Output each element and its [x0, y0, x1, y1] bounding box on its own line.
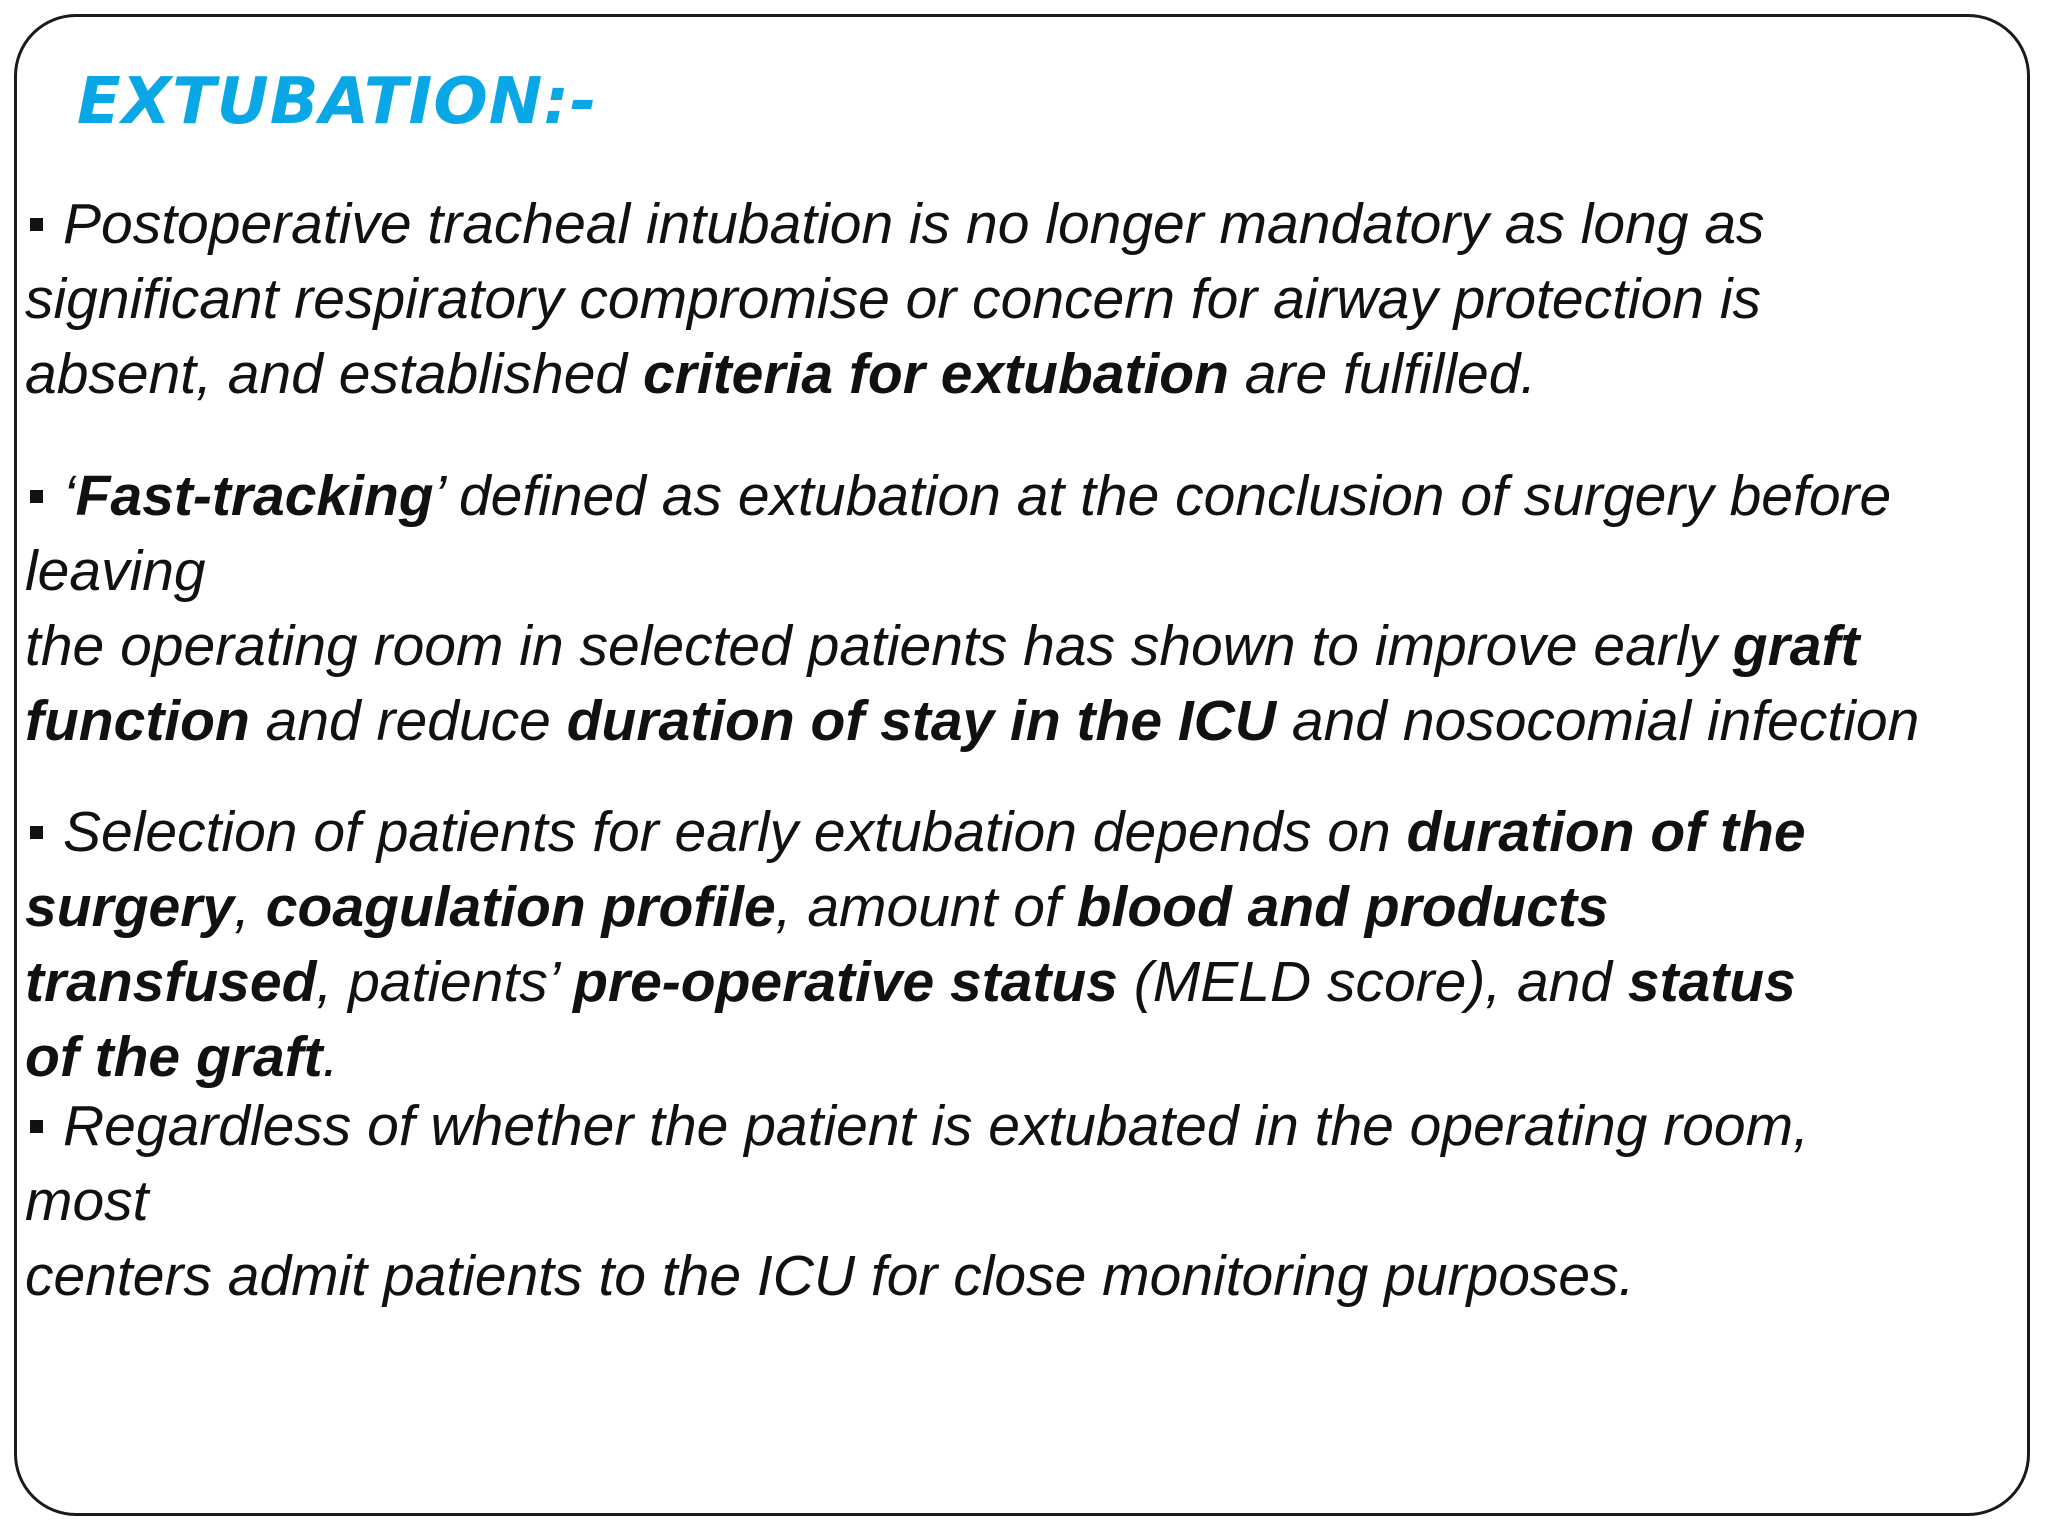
square-bullet-icon — [30, 490, 43, 503]
bold-term: status — [1627, 950, 1796, 1014]
text-line — [25, 870, 1806, 945]
bold-term: of the graft — [25, 1025, 323, 1089]
text-line — [25, 1020, 1806, 1095]
text-line: most — [25, 1169, 149, 1233]
text-span: are fulfilled. — [1228, 342, 1537, 406]
bold-term: duration of the — [1406, 800, 1806, 864]
text-line: significant respiratory compromise or concern for airway protection is — [25, 267, 1761, 331]
bold-term: coagulation profile — [265, 875, 776, 939]
text-span: , amount of — [775, 875, 1077, 939]
paragraph-fast-tracking — [25, 459, 1919, 759]
square-bullet-icon — [30, 1120, 43, 1133]
paragraph-postoperative-intubation — [25, 187, 1765, 412]
bold-term: graft — [1732, 614, 1860, 678]
bold-term: pre-operative status — [573, 950, 1118, 1014]
square-bullet-icon — [30, 218, 43, 231]
square-bullet-icon — [30, 826, 43, 839]
text-span: the operating room in selected patients has shown to improve early — [25, 614, 1733, 678]
bold-term: criteria for extubation — [642, 342, 1229, 406]
text-span: Regardless of whether the patient is extubated in the operating room, — [63, 1094, 1809, 1158]
text-span: , — [234, 875, 266, 939]
text-line — [25, 1089, 1809, 1164]
paragraph-patient-selection — [25, 795, 1806, 1095]
text-line — [25, 609, 1919, 684]
bold-term: blood and products — [1076, 875, 1609, 939]
text-span: (MELD score), and — [1117, 950, 1628, 1014]
slide-frame — [14, 14, 2030, 1516]
bold-term: transfused — [25, 950, 317, 1014]
text-line — [25, 945, 1806, 1020]
paragraph-icu-admission — [25, 1089, 1809, 1314]
text-line — [25, 337, 1765, 412]
bold-term: duration of stay in the ICU — [566, 689, 1277, 753]
text-span: ‘ — [63, 464, 76, 528]
text-span: Postoperative tracheal intubation is no longer mandatory as long as — [63, 192, 1765, 256]
text-span: absent, and established — [25, 342, 643, 406]
text-span: Selection of patients for early extubation depends on — [63, 800, 1407, 864]
text-line — [25, 795, 1806, 870]
text-span: and nosocomial infection — [1276, 689, 1920, 753]
text-span: , patients’ — [316, 950, 574, 1014]
text-line — [25, 684, 1919, 759]
slide-title: EXTUBATION:- — [77, 65, 598, 139]
text-span: ’ defined as extubation at the conclusion of surgery before — [433, 464, 1892, 528]
text-span: and reduce — [249, 689, 567, 753]
text-line — [25, 187, 1765, 262]
text-line — [25, 459, 1919, 534]
bold-term: surgery — [25, 875, 235, 939]
bold-term: function — [25, 689, 250, 753]
text-line: leaving — [25, 539, 206, 603]
text-line: centers admit patients to the ICU for close monitoring purposes. — [25, 1244, 1635, 1308]
bold-term: Fast-tracking — [75, 464, 434, 528]
text-span: . — [322, 1025, 339, 1089]
